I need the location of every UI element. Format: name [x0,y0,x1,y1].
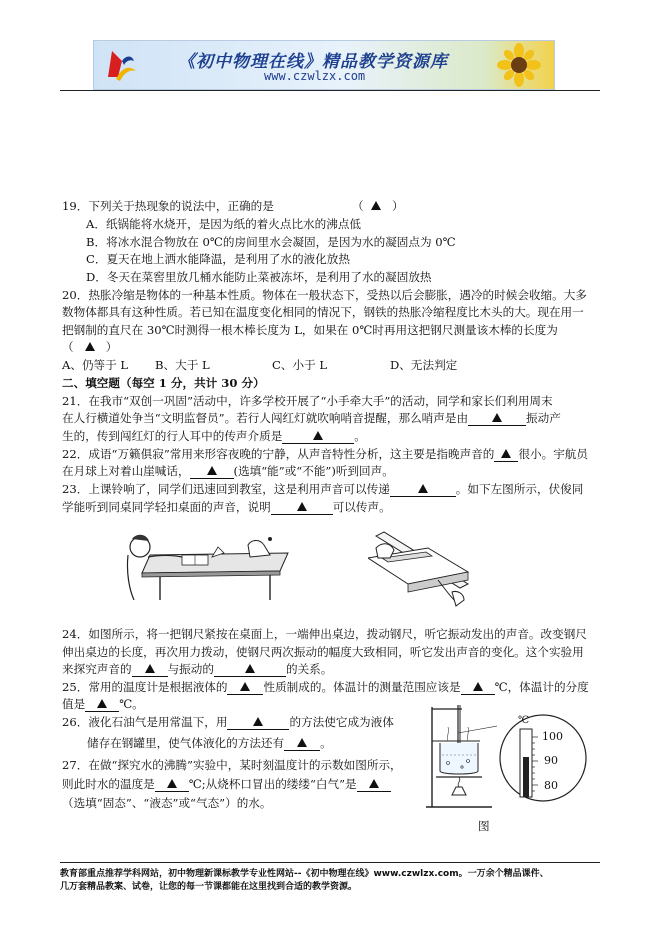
q24-blank-1[interactable] [132,662,168,677]
q27-blank-1[interactable] [155,777,189,792]
q20-option-a: A、仍等于 L [62,358,129,372]
boiling-apparatus-figure [422,703,497,815]
q26-line1: 26．液化石油气是用常温下，用 的方法使它成为液体 [62,715,394,729]
banner-title: 《初中物理在线》精品教学资源库 [178,52,448,72]
thermometer-detail [498,713,588,803]
thermometer-label-100: 100 [542,730,563,743]
answer-triangle-icon [313,431,323,440]
header-banner [93,40,555,90]
answer-triangle-icon [492,413,502,422]
q20-line3: 把钢制的直尺在 30℃时测得一根木棒长度为 L，如果在 0℃时再用这把钢尺测量该木棒的长度为 [62,323,558,337]
answer-triangle-icon [85,342,95,351]
q26-blank-1[interactable] [227,715,289,730]
answer-triangle-icon [207,466,217,475]
q25-blank-2[interactable] [461,680,495,695]
q20-line1: 20．热胀冷缩是物体的一种基本性质。物体在一般状态下，受热以后会膨胀，遇冷的时候会收缩。大多 [62,288,587,302]
q22-line1: 22．成语“万籁俱寂”常用来形容夜晚的宁静，从声音特性分析，这主要是指晚声音的 很小。宇航员 [62,447,588,461]
q27-line2: 则此时水的温度是 ℃;从烧杯口冒出的缕缕“白气”是 [62,777,391,792]
q21-line2: 在人行横道处争当“文明监督员”。若行人闯红灯就吹响哨音提醒，那么哨声是由 振动产 [62,411,561,425]
q25-line2: 值是 ℃。 [62,697,144,711]
footer-line-2: 几万套精品教案、试卷，让您的每一节课都能在这里找到合适的教学资源。 [60,882,358,892]
q23-blank-1[interactable] [390,482,456,497]
desk-listening-figure [120,525,290,600]
q27-line3: （选填“固态”、“液态”或“气态”）的水。 [62,796,272,810]
site-logo-icon [104,47,138,83]
answer-triangle-icon [97,699,107,708]
answer-triangle-icon [473,682,483,691]
q23-blank-2[interactable] [271,500,333,515]
thermometer-icon [498,713,588,803]
q19-option-c: C．夏天在地上洒水能降温，是利用了水的液化放热 [86,252,350,266]
answer-triangle-icon [297,738,307,747]
q20-option-b: B、大于 L [155,358,210,372]
footer-divider [60,862,600,863]
q21-line3: 生的，传到闯红灯的行人耳中的传声介质是 。 [62,429,366,443]
q21-blank-2[interactable] [282,429,354,444]
q22-blank-2[interactable] [190,464,234,479]
answer-triangle-icon [418,484,428,493]
q22-line2: 在月球上对着山崖喊话， (选填“能”或“不能”)听到回声。 [62,464,394,478]
q19-option-a: A．纸锅能将水烧开，是因为纸的着火点比水的沸点低 [86,217,362,231]
answer-triangle-icon [145,664,155,673]
q21-blank-1[interactable] [468,411,526,426]
q24-line2: 伸出桌边的长度，再次用力拨动，使钢尺两次振动的幅度大致相同，听它发出声音的变化。这个实验用 [62,645,584,659]
q26-blank-2[interactable] [284,736,320,751]
q20-option-d: D、无法判定 [390,358,458,372]
q20-line2: 数物体都具有这种性质。若已知在温度变化相同的情况下，钢铁的热胀冷缩程度比木头的大。现在用一 [62,305,584,319]
q23-line1: 23．上课铃响了，同学们迅速回到教室，这是利用声音可以传递 。如下左图所示，伏俊同 [62,482,584,496]
q19-stem: 19．下列关于热现象的说法中，正确的是 [62,199,274,213]
q25-blank-3[interactable] [85,697,119,712]
answer-triangle-icon [501,449,511,458]
answer-triangle-icon [371,201,381,210]
q21-line1: 21．在我市“双创一巩固”活动中，许多学校开展了“小手牵大手”的活动，同学和家长们利用周末 [62,394,553,408]
sunflower-icon [490,43,548,87]
q23-line2: 学能听到同桌同学轻扣桌面的声音，说明 可以传声。 [62,500,391,514]
section-heading: 二、填空题（每空 1 分，共计 30 分） [62,376,265,390]
header-divider [60,90,600,91]
q25-line1: 25．常用的温度计是根据液体的 性质制成的。体温计的测量范围应该是 ℃，体温计的分度 [62,680,589,694]
q27-line1: 27．在做“探究水的沸腾”实验中，某时刻温度计的示数如图所示， [62,758,402,772]
q19-option-b: B．将冰水混合物放在 0℃的房间里水会凝固，是因为水的凝固点为 0℃ [86,235,456,249]
q20-option-c: C、小于 L [272,358,328,372]
answer-triangle-icon [167,779,177,788]
answer-triangle-icon [369,779,379,788]
q26-line2: 储存在钢罐里，使气体液化的方法还有 。 [87,736,332,750]
answer-triangle-icon [240,682,250,691]
q24-blank-2[interactable] [214,662,286,677]
answer-triangle-icon [245,664,255,673]
ruler-figure [368,528,473,608]
q19-answer-slot: （ ） [352,199,404,213]
q24-line1: 24．如图所示，将一把钢尺紧按在桌面上，一端伸出桌边，拨动钢尺，听它振动发出的声音。改变钢尺 [62,627,587,641]
q27-blank-2[interactable] [357,777,391,792]
answer-triangle-icon [297,502,307,511]
q20-answer-slot: （ ） [62,340,118,354]
thermometer-label-90: 90 [544,754,558,767]
q24-line3: 来探究声音的 与振动的 的关系。 [62,662,333,676]
q25-blank-1[interactable] [227,680,263,695]
figure-caption: 图 [478,819,490,833]
banner-url: www.czwlzx.com [264,69,366,83]
q22-blank-1[interactable] [494,447,518,462]
answer-triangle-icon [253,717,263,726]
thermometer-label-80: 80 [544,779,558,792]
thermometer-unit: ℃ [518,715,530,726]
q19-option-d: D．冬天在菜窖里放几桶水能防止菜被冻坏，是利用了水的凝固放热 [86,270,432,284]
footer-line-1: 教育部重点推荐学科网站，初中物理新课标教学专业性网站--《初中物理在线》www.czwlzx.com。一万余个精品课件、 [60,869,549,879]
